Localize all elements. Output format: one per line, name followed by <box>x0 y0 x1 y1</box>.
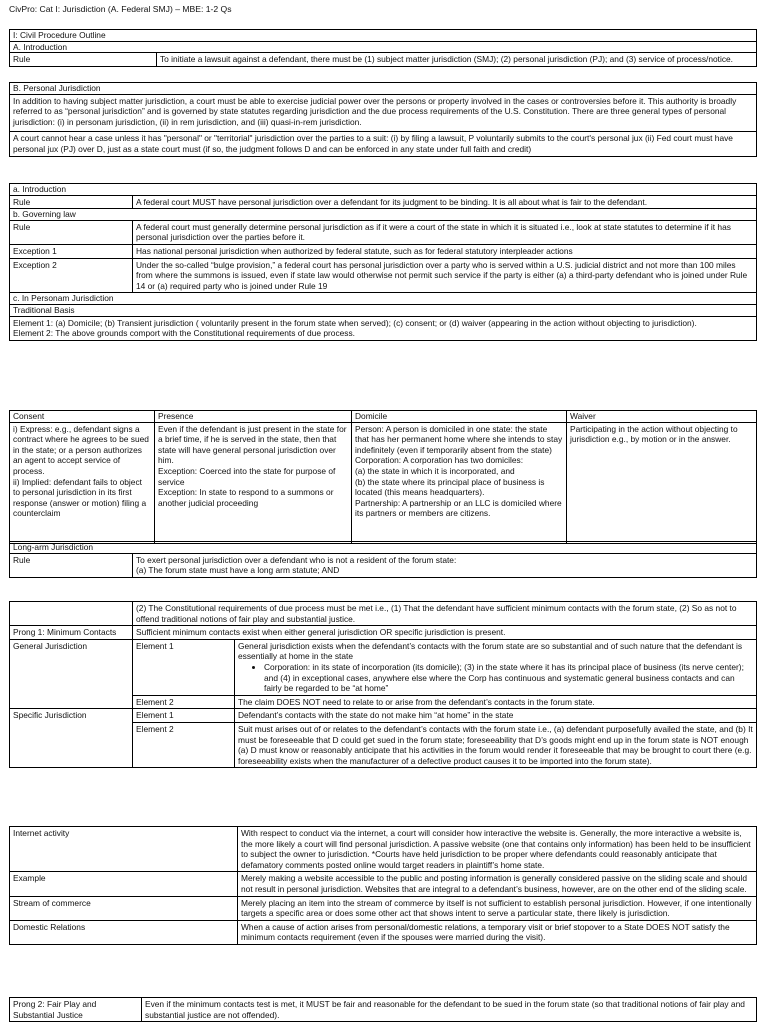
section-personal-jurisdiction: B. Personal Jurisdiction <box>10 83 757 95</box>
gj-element-1-cell <box>235 639 757 695</box>
a-rule-text: A federal court MUST have personal jurisdiction over a defendant for its judgment to be binding. It is all about what is fair to the defendant. <box>133 195 757 209</box>
intro-rule-label: Rule <box>10 53 157 67</box>
general-jurisdiction-label: General Jurisdiction <box>10 639 133 709</box>
domestic-relations-text: When a cause of action arises from personal/domestic relations, a temporary visit or brief stopover to a State DOES NOT satisfy the minimum contacts requirement (even if the spouses were married during the visit). <box>238 920 757 944</box>
a-rule-label: Rule <box>10 195 133 209</box>
consent-text: i) Express: e.g., defendant signs a contract where he agrees to be sued in the state; or a person authorizes an agent to accept service of process. ii) Implied: defendant fails to object to personal jurisdiction in its first response (answer or motion) filing a counterclaim <box>10 422 155 543</box>
outline-table-1 <box>9 29 757 67</box>
traditional-basis: Traditional Basis <box>10 304 757 316</box>
stream-of-commerce-text: Merely placing an item into the stream of commerce by itself is not sufficient to establish personal jurisdiction. However, if one intentionally targets a specific area or does some other act that shows intent to serve a particular state, there likely is jurisdiction. <box>238 896 757 920</box>
exception-2-label: Exception 2 <box>10 258 133 293</box>
pj-paragraph-1: In addition to having subject matter jurisdiction, a court must be able to exercise judicial power over the persons or property involved in the cases or controversies before it. This authority is broadly referred to as “personal jurisdiction” and is governed by state statutes regarding jurisdiction and the due process requirements of the U.S. Constitution. There are three general types of personal jurisdiction: (i) in personam jurisdiction, (ii) in rem jurisdiction, and (iii) quasi-in-rem jurisdiction. <box>10 94 757 132</box>
gj-element-1-text: General jurisdiction exists when the defendant’s contacts with the forum state are so substantial and of such nature that the defendant is essentially at home in the state <box>238 640 743 662</box>
col-presence: Presence <box>155 411 352 423</box>
outline-table-2 <box>9 601 757 768</box>
subsection-c-in-personam: c. In Personam Jurisdiction <box>10 293 757 305</box>
gj-element-1-label: Element 1 <box>133 639 235 695</box>
continuation-text: (2) The Constitutional requirements of due process must be met i.e., (1) That the defendant have sufficient minimum contacts with the forum state, (2) So as not to offend traditional notions of fair play and substantial justice. <box>133 602 757 626</box>
exception-1-text: Has national personal jurisdiction when authorized by federal statute, such as for federal statutory interpleader actions <box>133 244 757 258</box>
element-1-text: Element 1: (a) Domicile; (b) Transient jurisdiction ( voluntarily present in the forum state when served); (c) consent; or (d) waiver (appearing in the action without objecting to jurisdiction). <box>13 317 697 328</box>
prong-2-table <box>9 997 757 1022</box>
outline-table-1b <box>9 82 757 157</box>
sj-element-1-label: Element 1 <box>133 709 235 723</box>
col-domicile: Domicile <box>352 411 567 423</box>
exception-1-label: Exception 1 <box>10 244 133 258</box>
prong-1-label: Prong 1: Minimum Contacts <box>10 626 133 640</box>
sj-element-1-text: Defendant’s contacts with the state do not make him “at home” in the state <box>235 709 757 723</box>
internet-activity-text: With respect to conduct via the internet, a court will consider how interactive the website is. Generally, the more interactive a website is, the more likely a court will find personal jurisdiction. A passive website (one that contains only information) has been held to be insufficient to subject the owner to jurisdiction. *Courts have held jurisdiction to be proper where defendants could reasonably anticipate that defamatory comments posted online would target readers in plaintiff’s home state. <box>238 827 757 872</box>
subsection-b-governing-law: b. Governing law <box>10 209 757 221</box>
section-introduction: A. Introduction <box>10 41 757 53</box>
waiver-text: Participating in the action without objecting to jurisdiction e.g., by motion or in the answer. <box>567 422 757 543</box>
gj-element-2-text: The claim DOES NOT need to relate to or arise from the defendant’s contacts in the forum state. <box>235 695 757 709</box>
exception-2-text: Under the so-called “bulge provision,” a federal court has personal jurisdiction over a party who is served within a U.S. judicial district and not more than 100 miles from where the summons is issued, even if state law would otherwise not permit such service if the party is either (a) a third-party defendant who is joined under Rule 14 or (a) required party who is joined under Rule 19 <box>133 258 757 293</box>
col-consent: Consent <box>10 411 155 423</box>
gj-element-1-bullet: • Corporation: in its state of incorporation (its domicile); (3) in the state where it has its principal place of business (its nerve center); and (4) in exceptional cases, anywhere else where the Corp has continuous and systematic general business contacts and can fairly be regarded to be “at home” <box>264 662 753 694</box>
example-text: Merely making a website accessible to the public and posting information is generally considered passive on the sliding scale and should not result in personal jurisdiction. Websites that are integral to a defendant’s business, however, are on the other end of the sliding scale. <box>238 872 757 896</box>
outline-table-1c <box>9 183 757 341</box>
continuation-blank <box>10 602 133 626</box>
long-arm-table <box>9 541 757 578</box>
element-2-text: Element 2: The above grounds comport with the Constitutional requirements of due process. <box>13 328 356 339</box>
subsection-a-introduction: a. Introduction <box>10 184 757 196</box>
outline-table-2b <box>9 826 757 945</box>
page-header: CivPro: Cat I: Jurisdiction (A. Federal SMJ) – MBE: 1-2 Qs <box>9 4 232 14</box>
gj-element-1-list <box>238 662 753 694</box>
long-arm-rule-label: Rule <box>10 553 133 577</box>
sj-element-2-text: Suit must arises out of or relates to the defendant’s contacts with the forum state i.e., (a) defendant purposefully availed the state, and (b) It must be foreseeable that D could get sued in the forum state; foreseeability that D’s goods might end up in the forum state is NOT enough (a) D must know or reasonably anticipate that his activities in the forum would render it foreseeable that may be brought to court there (e.g. foreseeability exists when the manufacturer of a defective product causes it to be imported into the forum state). <box>235 722 757 767</box>
prong-2-text: Even if the minimum contacts test is met, it MUST be fair and reasonable for the defendant to be sued in the forum state (so that traditional notions of fair play and substantial justice are not offended). <box>142 998 757 1022</box>
internet-activity-label: Internet activity <box>10 827 238 872</box>
long-arm-title: Long-arm Jurisdiction <box>10 542 757 554</box>
b-rule-label: Rule <box>10 220 133 244</box>
sj-element-2-label: Element 2 <box>133 722 235 767</box>
presence-text: Even if the defendant is just present in the state for a brief time, if he is served in the state, then that state will have general personal jurisdiction over him. Exception: Coerced into the state for purpose of service Exception: In state to respond to a summons or another judicial proceeding <box>155 422 352 543</box>
prong-2-label: Prong 2: Fair Play and Substantial Justice <box>10 998 142 1022</box>
long-arm-rule-text: To exert personal jurisdiction over a defendant who is not a resident of the forum state: (a) The forum state must have a long arm statute; AND <box>133 553 757 577</box>
traditional-basis-grid <box>9 410 757 544</box>
pj-paragraph-2: A court cannot hear a case unless it has "personal" or "territorial" jurisdiction over the parties to a suit: (i) by filing a lawsuit, P voluntarily submits to the court's personal jux (ii) Fed court must have personal jux (PJ) over D, just as a state court must (if so, the judgment follows D and can be enforced in any state under full faith and credit) <box>10 132 757 156</box>
specific-jurisdiction-label: Specific Jurisdiction <box>10 709 133 768</box>
intro-rule-text: To initiate a lawsuit against a defendant, there must be (1) subject matter jurisdiction (SMJ); (2) personal jurisdiction (PJ); and (3) service of process/notice. <box>157 53 757 67</box>
outline-title: I: Civil Procedure Outline <box>10 30 757 42</box>
col-waiver: Waiver <box>567 411 757 423</box>
stream-of-commerce-label: Stream of commerce <box>10 896 238 920</box>
domestic-relations-label: Domestic Relations <box>10 920 238 944</box>
domicile-text: Person: A person is domiciled in one state: the state that has her permanent home where she intends to stay indefinitely (even if temporarily absent from the state) Corporation: A corporation has two domiciles: (a) the state in which it is incorporated, and (b) the state where its principal place of business is located (this means headquarters). Partnership: A partnership or an LLC is domiciled where its partners or members are citizens. <box>352 422 567 543</box>
b-rule-text: A federal court must generally determine personal jurisdiction as if it were a court of the state in which it is situated i.e., look at state statutes to determine if it has personal jurisdiction over the parties before it. <box>133 220 757 244</box>
example-label: Example <box>10 872 238 896</box>
gj-element-2-label: Element 2 <box>133 695 235 709</box>
prong-1-text: Sufficient minimum contacts exist when either general jurisdiction OR specific jurisdiction is present. <box>133 626 757 640</box>
elements-cell <box>10 316 757 340</box>
